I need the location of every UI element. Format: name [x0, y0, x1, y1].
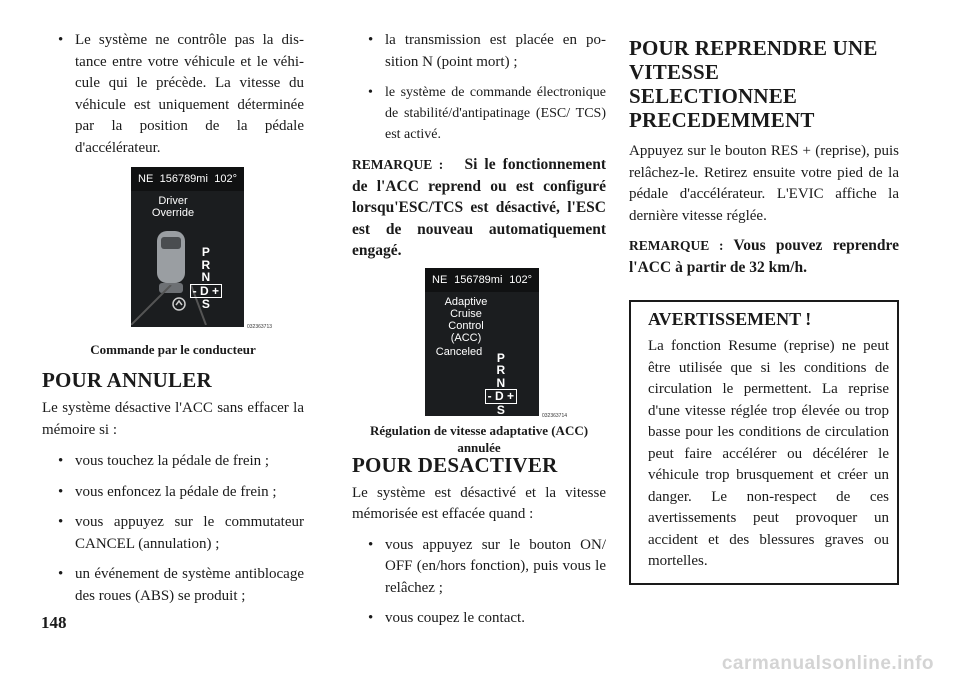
- gear-d: - D +: [190, 284, 222, 299]
- odometer: 156789mi: [159, 173, 208, 185]
- figure-caption: Commande par le conducteur: [90, 342, 256, 357]
- warning-box: [629, 300, 899, 585]
- gear-n: N: [201, 270, 211, 284]
- remark: [352, 154, 606, 262]
- cluster-status: Canceled: [435, 345, 483, 358]
- column-3: [629, 30, 899, 585]
- odometer: 156789mi: [454, 273, 503, 286]
- figure-code: 032363713: [247, 324, 273, 330]
- watermark: carmanualsonline.info: [721, 653, 934, 674]
- gear-r: R: [496, 363, 506, 377]
- section-heading-cancel: POUR ANNULER: [42, 368, 212, 392]
- remark: [629, 235, 899, 278]
- deactivate-intro: Le système est désactivé et la vitesse mémorisée est effacée quand :: [352, 484, 606, 522]
- gear-s: S: [201, 297, 210, 311]
- section-heading-deactivate: POUR DESACTIVER: [352, 452, 558, 477]
- road-lines-icon: [131, 285, 244, 325]
- figure-caption: Régulation de vitesse adaptative (ACC) annulée: [369, 422, 589, 455]
- cancel-intro: Le système désactive l'ACC sans effacer la mémoire si :: [42, 400, 304, 438]
- cluster-message: Driver Override: [151, 195, 195, 219]
- cluster-topbar: [425, 268, 539, 292]
- instrument-cluster-display: [131, 167, 244, 327]
- remark-label: REMARQUE :: [352, 157, 444, 172]
- list-item: • la transmission est placée en position N (point mort) ;: [352, 30, 606, 73]
- gear-p: P: [496, 350, 505, 365]
- instrument-cluster-display: [425, 268, 539, 416]
- compass-heading: NE: [432, 273, 448, 286]
- page-number: 148: [41, 613, 67, 632]
- gear-d: - D +: [485, 389, 517, 404]
- figure-acc-canceled: [352, 268, 606, 458]
- gear-n: N: [496, 375, 506, 390]
- gear-s: S: [496, 402, 505, 416]
- warning-title: AVERTISSEMENT !: [648, 309, 812, 329]
- temperature: 102°: [509, 273, 532, 286]
- column-2: [352, 30, 606, 639]
- figure-code: 032363714: [542, 412, 568, 419]
- gear-r: R: [201, 257, 211, 272]
- cluster-topbar: [131, 167, 244, 191]
- list-item: • vous appuyez sur le commutateur CANCEL (annulation) ;: [42, 512, 304, 555]
- gear-indicator: [190, 246, 222, 311]
- acc-vehicle-icon: [171, 296, 187, 312]
- warning-text: La fonction Resume (reprise) ne peut être utilisée que si les conditions de circulation le permettent. La reprise d'une vitesse réglée trop élevée ou trop basse pour les conditions de circulation peut faire accélérer ou décélérer le véhicule trop brusquement et créer un danger. Le non-respect de ces avertissements peut provoquer un accident et des blessures graves ou mortelles.: [648, 338, 889, 569]
- remark-text: Si le fonctionnement de l'ACC reprend ou est configuré lorsqu'ESC/TCS est désactivé, l'ESC est de nouveau automatiquement engagé.: [352, 156, 606, 259]
- list-item: • vous touchez la pédale de frein ;: [42, 451, 304, 473]
- section-heading-resume: POUR REPRENDRE UNE VITESSE SELECTIONNEE PRECEDEMMENT: [629, 36, 878, 132]
- resume-paragraph: Appuyez sur le bouton RES + (reprise), puis relâchez-le. Retirez ensuite votre pied de la pédale d'accélérateur. L'EVIC affiche la dernière vitesse réglée.: [629, 143, 899, 224]
- figure-driver-override: [42, 167, 304, 363]
- cluster-message: Adaptive Cruise Control (ACC): [444, 295, 488, 344]
- list-item: • un événement de système antiblocage des roues (ABS) se produit ;: [42, 564, 304, 607]
- list-item: • le système de commande électronique de stabilité/d'antipatinage (ESC/ TCS) est activé.: [352, 82, 606, 145]
- gear-indicator: [485, 352, 517, 416]
- temperature: 102°: [214, 173, 237, 185]
- list-item: • vous appuyez sur le bouton ON/ OFF (en/hors fonction), puis vous le relâchez ;: [352, 535, 606, 600]
- remark-label: REMARQUE :: [629, 238, 724, 253]
- gear-p: P: [201, 245, 210, 259]
- column-1: [42, 30, 304, 616]
- list-item: • vous coupez le contact.: [352, 608, 606, 630]
- list-item: • vous enfoncez la pédale de frein ;: [42, 482, 304, 504]
- remark-text: Vous pouvez reprendre l'ACC à partir de 32 km/h.: [629, 237, 899, 276]
- compass-heading: NE: [138, 173, 154, 185]
- intro-bullet: • Le système ne contrôle pas la distance entre votre véhicule et le véhicule qui le précède. La vitesse du véhicule est uniquement déterminée par la position de la pédale d'accélérateur.: [42, 30, 304, 159]
